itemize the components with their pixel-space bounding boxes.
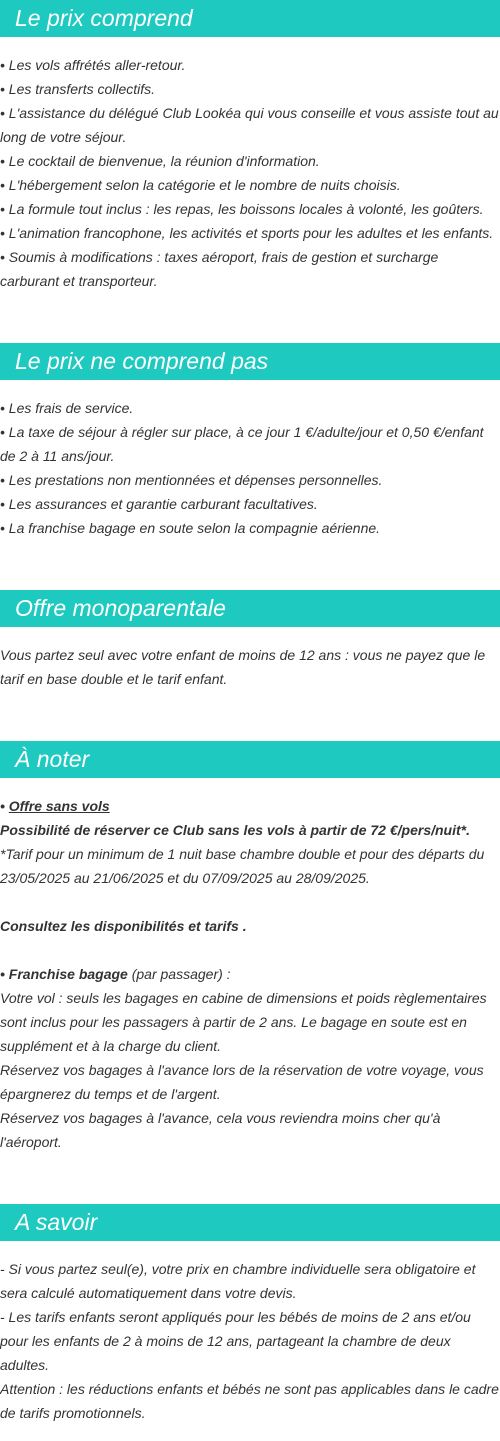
franchise-suffix: (par passager) : xyxy=(127,966,231,982)
info-line: - Les tarifs enfants seront appliqués pour les bébés de moins de 2 ans et/ou pour les enfants de 2 à moins de 12 ans, partageant la chambre de deux adultes. xyxy=(0,1309,471,1373)
possibilite-text: Possibilité de réserver ce Club sans les vols à partir de 72 €/pers/nuit*. xyxy=(0,822,470,838)
list-item: • L'animation francophone, les activités et sports pour les adultes et les enfants. xyxy=(0,225,494,241)
offre-sans-vols-line xyxy=(0,794,500,818)
note-line: Réservez vos bagages à l'avance lors de la réservation de votre voyage, vous épargnerez du temps et de l'argent. xyxy=(0,1062,484,1102)
spacer xyxy=(0,890,500,914)
list-item: • Les frais de service. xyxy=(0,400,134,416)
tarif-note: *Tarif pour un minimum de 1 nuit base chambre double et pour des départs du 23/05/2025 au 21/06/2025 et du 07/09/2025 au 28/09/2025. xyxy=(0,846,485,886)
section-a-noter xyxy=(0,741,500,1154)
bullet: • xyxy=(0,966,9,982)
note-line: Réservez vos bagages à l'avance, cela vous reviendra moins cher qu'à l'aéroport. xyxy=(0,1110,441,1150)
section-a-savoir xyxy=(0,1204,500,1425)
spacer xyxy=(0,938,500,962)
section-title: Le prix ne comprend pas xyxy=(0,343,500,380)
excluded-list xyxy=(0,380,500,540)
section-title: Le prix comprend xyxy=(0,0,500,37)
a-savoir-text xyxy=(0,1241,500,1425)
list-item: • Le cocktail de bienvenue, la réunion d'information. xyxy=(0,153,320,169)
info-line: Attention : les réductions enfants et bébés ne sont pas applicables dans le cadre de tarifs promotionnels. xyxy=(0,1381,499,1421)
included-list xyxy=(0,37,500,293)
list-item: • Les transferts collectifs. xyxy=(0,81,156,97)
offre-sans-vols-link[interactable]: Offre sans vols xyxy=(8,798,110,814)
section-prix-comprend xyxy=(0,0,500,293)
section-title: Offre monoparentale xyxy=(0,590,500,627)
list-item: • Les vols affrétés aller-retour. xyxy=(0,57,186,73)
paragraph xyxy=(0,627,500,691)
list-item: • Les prestations non mentionnées et dépenses personnelles. xyxy=(0,472,383,488)
section-title: À noter xyxy=(0,741,500,778)
section-prix-ne-comprend-pas xyxy=(0,343,500,540)
list-item: • Les assurances et garantie carburant facultatives. xyxy=(0,496,318,512)
notes xyxy=(0,778,500,1154)
info-line: - Si vous partez seul(e), votre prix en chambre individuelle sera obligatoire et sera calculé automatiquement dans votre devis. xyxy=(0,1261,476,1301)
list-item: • L'hébergement selon la catégorie et le nombre de nuits choisis. xyxy=(0,177,401,193)
bullet: • xyxy=(0,798,9,814)
section-title: A savoir xyxy=(0,1204,500,1241)
list-item: • La taxe de séjour à régler sur place, à ce jour 1 €/adulte/jour et 0,50 €/enfant de 2 à 11 ans/jour. xyxy=(0,424,484,464)
franchise-label: Franchise bagage xyxy=(8,966,128,982)
list-item: • La formule tout inclus : les repas, les boissons locales à volonté, les goûters. xyxy=(0,201,484,217)
consultez-link[interactable]: Consultez les disponibilités et tarifs . xyxy=(0,918,247,934)
paragraph-text: Vous partez seul avec votre enfant de moins de 12 ans : vous ne payez que le tarif en base double et le tarif enfant. xyxy=(0,647,486,687)
note-line: Votre vol : seuls les bagages en cabine de dimensions et poids règlementaires sont inclus pour les passagers à partir de 2 ans. Le bagage en soute est en supplément et à la charge du client. xyxy=(0,990,487,1054)
list-item: • L'assistance du délégué Club Lookéa qui vous conseille et vous assiste tout au long de votre séjour. xyxy=(0,105,499,145)
list-item: • Soumis à modifications : taxes aéroport, frais de gestion et surcharge carburant et transporteur. xyxy=(0,249,439,289)
franchise-bagage-heading xyxy=(0,962,500,986)
section-offre-monoparentale xyxy=(0,590,500,691)
list-item: • La franchise bagage en soute selon la compagnie aérienne. xyxy=(0,520,381,536)
